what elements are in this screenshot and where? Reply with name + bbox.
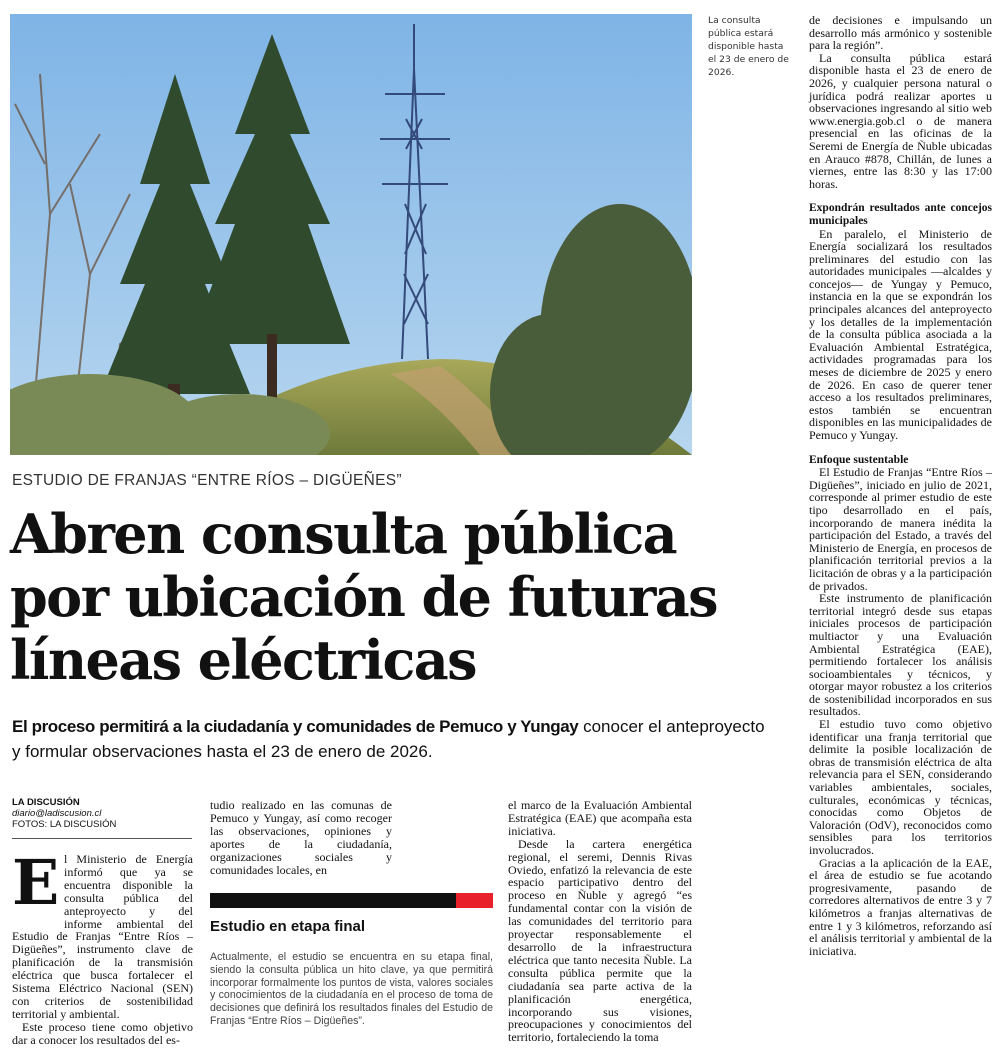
paragraph: Desde la cartera energética regional, el seremi, Dennis Rivas Oviedo, enfatizó la relevancia de este espacio participativo dentro del proceso en Ñuble y agregó “es fundamental contar con la visión de las comunidades del territorio para proyectar responsablemente el desarrollo de la infraestructura eléctrica que tanto necesita Ñuble. La consulta pública permite que la ciudadanía sea parte activa de la planificación energética, incorporando sus visiones, preocupaciones y conocimientos del territorio, fortaleciendo la toma xyxy=(508,836,692,1045)
article-photo xyxy=(10,14,692,455)
photo-caption: La consulta pública estará disponible hasta el 23 de enero de 2026. xyxy=(708,15,789,78)
headline-line: por ubicación de futuras xyxy=(10,565,717,629)
deck-bold: El proceso permitirá a la ciudadanía y comunidades de Pemuco y Yungay xyxy=(12,717,579,736)
headline-line: Abren consulta pública xyxy=(10,502,677,566)
byline-divider xyxy=(12,838,192,839)
byline-org: LA DISCUSIÓN xyxy=(12,797,80,808)
byline-photos: FOTOS: LA DISCUSIÓN xyxy=(12,819,117,830)
drop-cap: E xyxy=(12,846,60,919)
column-2 xyxy=(210,799,392,876)
paragraph: Este proceso tiene como objetivo dar a conocer los resultados del es- xyxy=(12,1019,193,1047)
sidebar-title: Estudio en etapa final xyxy=(210,918,366,935)
byline-email: diario@ladiscusion.cl xyxy=(12,808,102,819)
paragraph: l Ministerio de Energía informó que ya se encuentra disponible la consulta pública del anteproyecto y del informe ambiental del Estudio de Franjas “Entre Ríos – Digüeñes”, instrumento clave de planificación de la transmisión eléctrica que busca fortalecer el Sistema Eléctrico Nacional (SEN) con criterios de sostenibilidad territorial y ambiental. xyxy=(12,852,193,1021)
paragraph: Este instrumento de planificación territorial integró desde sus etapas iniciales procesos de participación multiactor y una Evaluación Ambiental Estratégica (EAE), permitiendo fortalecer los análisis socioambientales y técnicos, y otorgar mayor robustez a los criterios de sostenibilidad incorporados en sus resultados. xyxy=(809,591,992,719)
paragraph: En paralelo, el Ministerio de Energía socializará los resultados preliminares del estudio con las autoridades municipales —alcaldes y concejos— de Yungay y Pemuco, instancia en la que se expondrán los principales alcances del anteproyecto y los detalles de la implementación de la consulta pública asociada a la Evaluación Ambiental Estratégica, actividades programadas para los meses de diciembre de 2025 y enero de 2026. En caso de querer tener acceso a los resultados preliminares, estos también se encuentran disponibles en las municipalidades de Pemuco y Yungay. xyxy=(809,226,992,442)
sidebar-rule-black xyxy=(210,893,456,908)
subhead: Enfoque sustentable xyxy=(809,453,909,466)
paragraph: el marco de la Evaluación Ambiental Estratégica (EAE) que acompaña esta iniciativa. xyxy=(508,798,692,838)
paragraph: El Estudio de Franjas “Entre Ríos – Digüeñes”, iniciado en julio de 2021, corresponde al primer estudio de este tipo desarrollado en el país, incorporando de manera inédita la participación del Estado, a través del Ministerio de Energía, en procesos de planificación territorial previos a la licitación de obras y a la participación de privados. xyxy=(809,465,992,593)
column-1 xyxy=(12,846,193,1047)
headline-line: líneas eléctricas xyxy=(10,628,476,692)
deck-rest: conocer el anteproyecto y formular observaciones hasta el 23 de enero de 2026. xyxy=(12,717,765,761)
deck xyxy=(12,714,772,764)
sidebar-rule xyxy=(210,893,493,908)
sidebar-text: Actualmente, el estudio se encuentra en su etapa final, siendo la consulta pública un hito clave, ya que permitirá incorporar formalmente los puntos de vista, valores sociales y conocimientos de la ciudadanía en el proceso de toma de decisiones que definirá los resultados finales del Estudio de Franjas “Entre Ríos – Digüeñes”. xyxy=(210,951,493,1027)
column-3 xyxy=(508,799,692,1044)
kicker: ESTUDIO DE FRANJAS “ENTRE RÍOS – DIGÜEÑES” xyxy=(12,472,402,489)
column-4 xyxy=(809,14,992,957)
headline xyxy=(10,503,805,692)
paragraph: de decisiones e impulsando un desarrollo más armónico y sostenible para la región”. xyxy=(809,13,992,53)
subhead: Expondrán resultados ante concejos municipales xyxy=(809,202,992,227)
paragraph: Gracias a la aplicación de la EAE, el área de estudio se fue acotando progresivamente, pasando de corredores alternativos de entre 3 y 7 kilómetros a franjas alternativas de entre 1 y 3 kilómetros, reforzando así el análisis territorial y ambiental de la iniciativa. xyxy=(809,855,992,958)
paragraph: tudio realizado en las comunas de Pemuco y Yungay, así como recoger las observaciones, opiniones y aportes de la ciudadanía, organizaciones sociales y comunidades locales, en xyxy=(210,798,392,877)
transmission-tower-photo xyxy=(10,14,692,455)
byline xyxy=(12,797,192,830)
sidebar-rule-accent xyxy=(456,893,493,908)
paragraph: La consulta pública estará disponible hasta el 23 de enero de 2026, y cualquier persona natural o jurídica podrá realizar aportes u observaciones ingresando al sitio web www.energia.gob.cl o de manera presencial en las oficinas de la Seremi de Energía de Ñuble ubicadas en Arauco #878, Chillán, de lunes a viernes, entre las 8:30 y las 17:00 horas. xyxy=(809,50,992,191)
paragraph: El estudio tuvo como objetivo identificar una franja territorial que delimite la posible localización de obras de transmisión eléctrica de alta relevancia para el SEN, considerando variables ambientales, sociales, culturales, económicas y técnicas, conocidas como Objetos de Valoración (OdV), reconocidos como sensibles para los territorios involucrados. xyxy=(809,717,992,857)
